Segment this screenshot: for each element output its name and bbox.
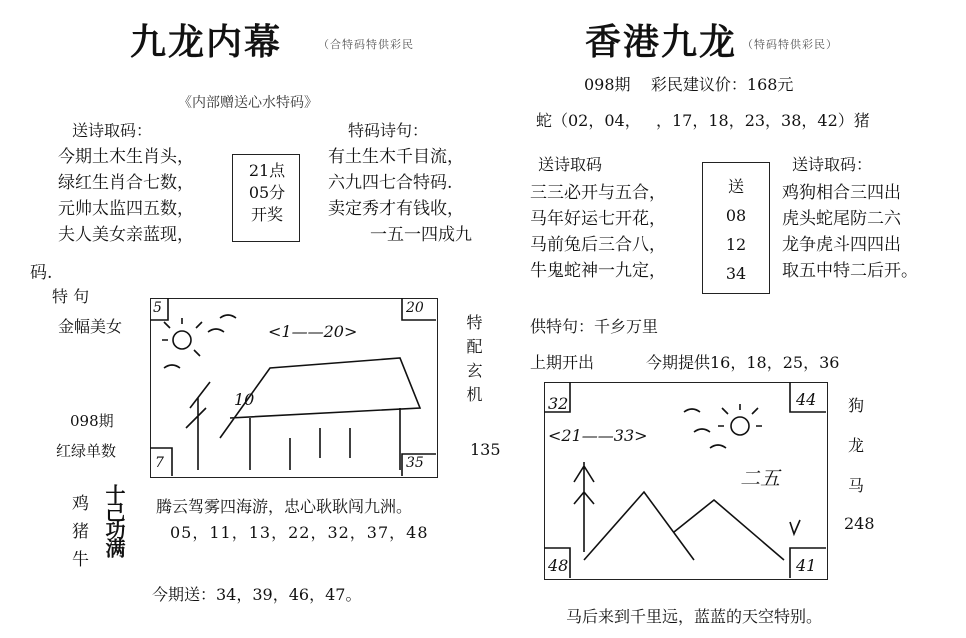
- left-subtitle: （合特码特供彩民: [318, 38, 414, 51]
- draw-time-hour: 21点: [248, 161, 286, 180]
- side-vertical-text: 特配玄机: [464, 314, 483, 410]
- side-number: 135: [470, 440, 501, 459]
- left-issue: 098期: [70, 412, 114, 430]
- send-number: 34: [725, 264, 747, 283]
- animal-pig: 猪: [72, 522, 89, 542]
- left-poem-label: 送诗取码：: [72, 121, 153, 140]
- right-poem-b-line: 虎头蛇尾防二六: [782, 209, 901, 229]
- left-gift-note: 《内部赠送心水特码》: [178, 95, 318, 111]
- right-issue-price: 098期 彩民建议价：168元: [584, 75, 794, 94]
- right-corner-br: 41: [796, 556, 817, 575]
- right-poem-a-line: 牛鬼蛇神一九定，: [530, 261, 666, 281]
- right-picture-word: 二五: [740, 466, 780, 490]
- sun-rays: [162, 318, 202, 356]
- right-snake-line: 蛇（02，04， ，17，18，23，38，42）猪: [536, 111, 870, 130]
- animal-horse: 马: [848, 476, 865, 495]
- sun-icon: [731, 417, 749, 435]
- left-picture-range: <1——20>: [268, 322, 358, 341]
- sun-rays: [718, 404, 762, 426]
- left-corner-tr: 20: [406, 300, 424, 316]
- tree-strokes: [186, 382, 210, 470]
- last-open-label: 上期开出: [530, 353, 595, 372]
- right-poem-b: [782, 180, 918, 284]
- wrap-char: 码.: [30, 263, 53, 283]
- left-corner-bl: 7: [155, 455, 164, 471]
- right-poem-a-line: 马前兔后三合八，: [530, 235, 666, 255]
- sun-icon: [173, 331, 191, 349]
- right-title: 香港九龙: [585, 21, 738, 63]
- right-corner-tl: 32: [548, 394, 569, 413]
- right-subtitle: （特码特供彩民）: [742, 38, 838, 51]
- send-label: 送: [727, 177, 744, 196]
- provide-numbers: 今期提供16，18，25，36: [646, 353, 840, 372]
- right-poem-b-line: 取五中特二后开。: [782, 261, 918, 281]
- send-numbers: [706, 172, 766, 288]
- left-poem-line: 夫人美女亲蓝现，: [58, 225, 194, 245]
- right-poem-label-b: 送诗取码：: [792, 155, 873, 174]
- right-poem-a-line: 马年好运七开花，: [530, 209, 666, 229]
- draw-time-label: 开奖: [250, 205, 283, 224]
- grass-stroke: [790, 520, 800, 534]
- animal-dog: 狗: [848, 396, 865, 415]
- left-poem-bottom: 腾云驾雾四海游，忠心耿耿闯九洲。: [156, 497, 413, 516]
- special-poem-line: 有土生木千目流，: [328, 147, 464, 167]
- right-poem-a: [530, 180, 666, 284]
- right-poem-b-line: 龙争虎斗四四出: [782, 235, 901, 255]
- right-corner-bl: 48: [548, 556, 569, 575]
- animal-ox: 牛: [72, 550, 89, 570]
- animal-dragon: 龙: [848, 436, 865, 455]
- left-title: 九龙内幕: [130, 21, 283, 63]
- left-picture-digit: 10: [234, 390, 255, 409]
- right-corner-tr: 44: [796, 390, 817, 409]
- right-side-number: 248: [844, 514, 875, 533]
- left-poem-line: 元帅太监四五数，: [58, 199, 194, 219]
- left-numbers: 05，11，13，22，32，37，48: [170, 523, 429, 542]
- left-corner-br: 35: [406, 455, 424, 471]
- left-issue-sub: 红绿单数: [56, 442, 117, 460]
- right-poem-b-line: 鸡狗相合三四出: [782, 183, 901, 203]
- right-bottom-line: 马后来到千里远，蓝蓝的天空特别。: [566, 607, 823, 626]
- special-poem-line: 六九四七合特码.: [328, 173, 453, 193]
- ten-text: 十己功满: [102, 484, 126, 556]
- left-corner-tl: 5: [153, 300, 162, 316]
- animal-chicken: 鸡: [72, 494, 89, 514]
- tejiu-value: 金幅美女: [58, 317, 123, 336]
- left-send-line: 今期送：34，39，46，47。: [152, 585, 362, 604]
- mountain-strokes: [584, 492, 784, 560]
- bird-strokes: [684, 409, 726, 448]
- draw-time: [240, 160, 294, 226]
- left-poem: [58, 144, 194, 248]
- right-poem-label-a: 送诗取码: [538, 155, 603, 174]
- tejiu-label: 特 句: [52, 287, 90, 306]
- draw-time-minute: 05分: [248, 183, 286, 202]
- send-number: 12: [725, 235, 747, 254]
- left-animals: [72, 490, 89, 574]
- left-poem-line: 绿红生肖合七数，: [58, 173, 194, 193]
- right-picture-range: <21——33>: [548, 426, 648, 445]
- right-poem-a-line: 三三必开与五合，: [530, 183, 666, 203]
- special-poem-line: 一五一四成九: [370, 225, 472, 245]
- send-number: 08: [725, 206, 747, 225]
- left-poem-line: 今期土木生肖头，: [58, 147, 194, 167]
- special-poem-line: 卖定秀才有钱收，: [328, 199, 464, 219]
- special-sentence: 供特句：千乡万里: [530, 317, 659, 336]
- right-picture-sketch: [544, 382, 828, 580]
- special-poem-label: 特码诗句：: [348, 121, 429, 140]
- house-walls: [250, 408, 400, 470]
- special-poem: [328, 144, 472, 248]
- plant-strokes: [574, 462, 594, 552]
- right-side-animals: [848, 386, 864, 506]
